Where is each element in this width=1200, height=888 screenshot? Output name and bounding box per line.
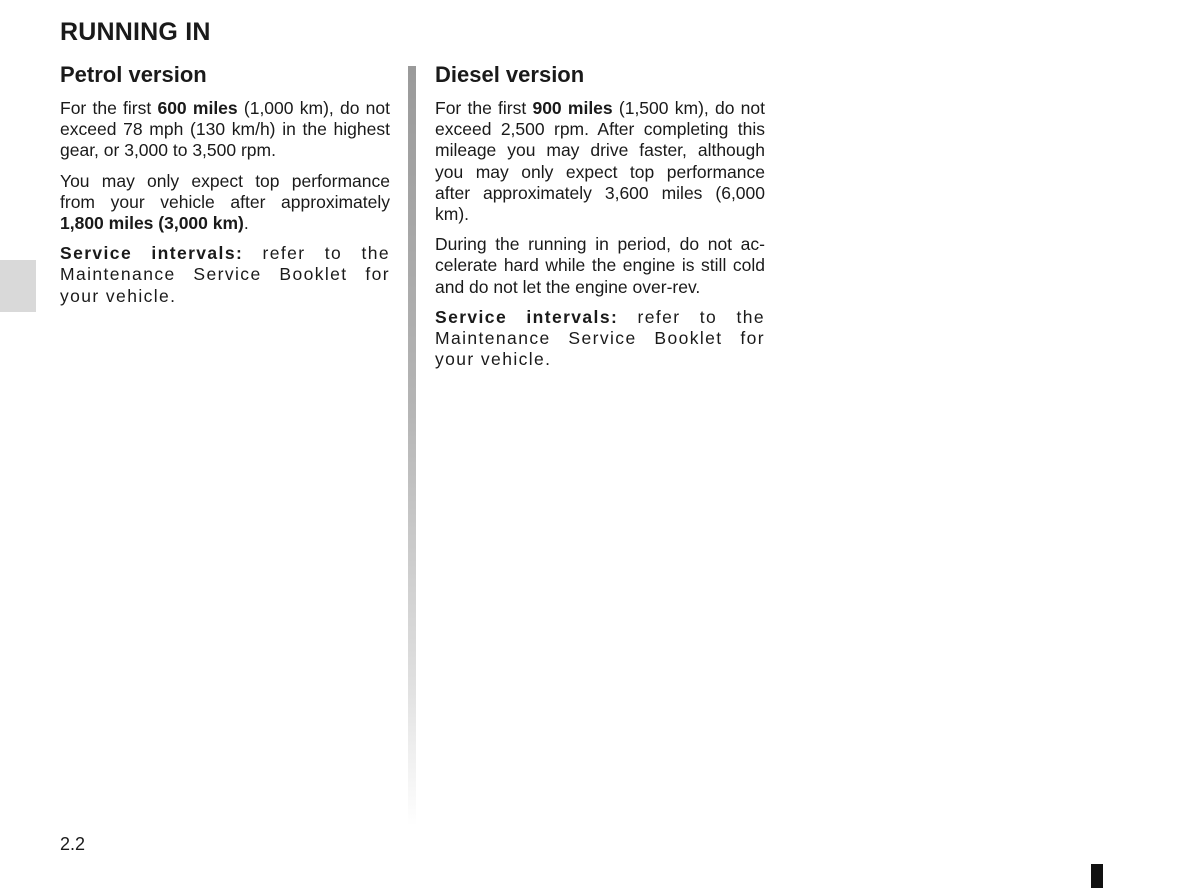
page-number: 2.2 (60, 834, 86, 854)
diesel-p3-text-c: refer to the Maintenance Service Booklet for your vehicle. (435, 306, 765, 370)
petrol-p1-bold: 600 miles (157, 98, 238, 118)
petrol-p2-text-a: You may only expect top performance from your vehicle after approximately (60, 170, 390, 212)
petrol-paragraph-3 (60, 243, 390, 307)
diesel-heading: Diesel version (435, 62, 585, 87)
petrol-p2-bold: 1,800 miles (3,000 km) (60, 213, 244, 234)
petrol-paragraph-1 (60, 98, 390, 162)
diesel-section (435, 60, 765, 379)
petrol-p1-text-a: For the first (60, 98, 158, 118)
diesel-service-intervals-label: Service intervals: (435, 306, 619, 327)
petrol-section (60, 60, 390, 316)
diesel-p1-bold: 900 miles (532, 98, 613, 118)
diesel-paragraph-2: During the running in period, do not accelerate hard while the engine is still cold and do not let the engine over-rev. (435, 234, 765, 297)
column-divider (408, 66, 416, 826)
petrol-heading: Petrol version (60, 62, 207, 87)
diesel-paragraph-1 (435, 98, 765, 225)
petrol-p1-text-c: (1,000 km), do not exceed 78 mph (130 km/h) in the highest gear, or 3,000 to 3,500 rpm. (60, 98, 391, 161)
petrol-p2-text-c: . (243, 213, 249, 234)
diesel-p1-text-a: For the first (435, 98, 533, 118)
petrol-paragraph-2 (60, 171, 390, 235)
petrol-p3-text-c: refer to the Maintenance Service Booklet for your vehicle. (60, 243, 390, 306)
petrol-service-intervals-label: Service intervals: (60, 243, 244, 264)
corner-mark (1091, 864, 1103, 888)
diesel-p1-text-c: (1,500 km), do not exceed 2,500 rpm. After completing this mileage you may drive faster, although you may only expect top performance after approximately 3,600 miles (6,000 km). (435, 98, 766, 225)
chapter-tab (0, 260, 36, 312)
diesel-paragraph-3 (435, 307, 765, 371)
page-title: RUNNING IN (60, 18, 211, 46)
